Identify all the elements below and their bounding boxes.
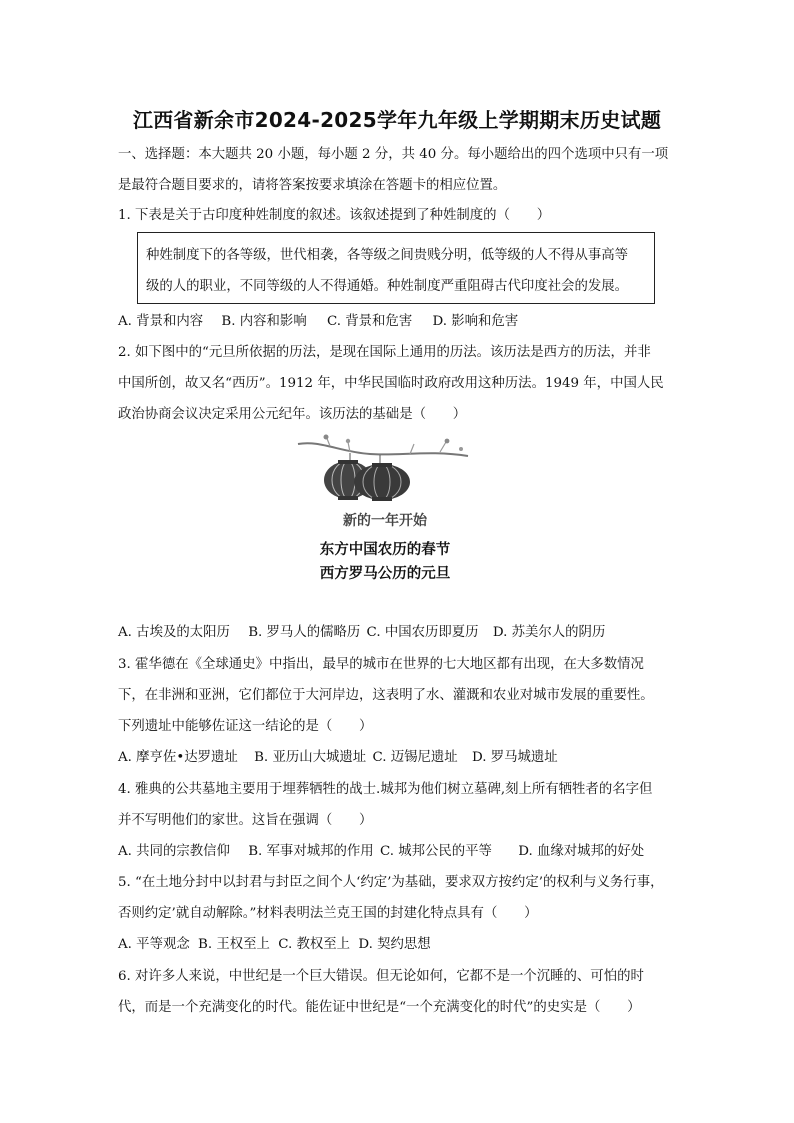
q5-option-b: B. 王权至上 (198, 937, 270, 952)
q3-option-b: B. 亚历山大城遗址 (254, 750, 367, 765)
exam-title: 江西省新余市2024-2025学年九年级上学期期末历史试题 (132, 108, 662, 132)
q1-option-a: A. 背景和内容 (118, 314, 204, 329)
q3-options (118, 749, 678, 767)
q4-option-a: A. 共同的宗教信仰 (118, 844, 230, 859)
q4-option-c: C. 城邦公民的平等 (379, 844, 492, 859)
q2-option-a: A. 古埃及的太阳历 (118, 625, 230, 640)
q2-figure (290, 432, 480, 592)
q2-option-b: B. 罗马人的儒略历 (248, 625, 361, 640)
q3-option-a: A. 摩亨佐•达罗遗址 (118, 750, 238, 765)
q5-option-c: C. 教权至上 (278, 937, 351, 952)
q1-stem: 1. 下表是关于古印度种姓制度的叙述。该叙述提到了种姓制度的（ ） (118, 208, 551, 223)
q1-options (118, 313, 678, 331)
q2-option-d: D. 苏美尔人的阴历 (492, 625, 606, 640)
q5-options (118, 936, 678, 954)
q5-option-a: A. 平等观念 (118, 937, 190, 952)
q1-option-c: C. 背景和危害 (326, 314, 413, 329)
q1-option-d: D. 影响和危害 (432, 314, 519, 329)
q4-line1: 4. 雅典的公共墓地主要用于埋葬牺牲的战士.城邦为他们树立墓碑,刻上所有牺牲者的名字但 (118, 782, 653, 797)
q2-caption-line1: 新的一年开始 (343, 513, 427, 529)
q5-option-d: D. 契约思想 (358, 937, 431, 952)
q3-line2: 下，在非洲和亚洲，它们都位于大河岸边，这表明了水、灌溉和农业对城市发展的重要性。 (118, 688, 654, 703)
q4-option-d: D. 血缘对城邦的好处 (518, 844, 645, 859)
q2-option-c: C. 中国农历即夏历 (366, 625, 479, 640)
section-instructions-line2: 是最符合题目要求的，请将答案按要求填涂在答题卡的相应位置。 (118, 178, 507, 193)
q4-option-b: B. 军事对城邦的作用 (248, 844, 374, 859)
q3-line1: 3. 霍华德在《全球通史》中指出，最早的城市在世界的七大地区都有出现，在大多数情况 (118, 657, 644, 672)
q4-line2: 并不写明他们的家世。这旨在强调（ ） (118, 813, 373, 828)
q1-material-line2: 级的人的职业，不同等级的人不得通婚。种姓制度严重阻碍古代印度社会的发展。 (146, 279, 629, 294)
q3-option-c: C. 迈锡尼遗址 (372, 750, 458, 765)
q3-option-d: D. 罗马城遗址 (471, 750, 558, 765)
q5-line1: 5. “在土地分封中以封君与封臣之间个人‘约定’为基础，要求双方按约定’的权利与义务行事， (118, 875, 664, 890)
q2-caption-line3: 西方罗马公历的元旦 (319, 565, 451, 582)
q4-options (118, 843, 678, 861)
q3-line3: 下列遗址中能够佐证这一结论的是（ ） (118, 719, 373, 734)
q6-line1: 6. 对许多人来说，中世纪是一个巨大错误。但无论如何，它都不是一个沉睡的、可怕的时 (118, 969, 644, 984)
q2-line3: 政治协商会议决定采用公元纪年。该历法的基础是（ ） (118, 407, 467, 422)
q2-caption-line2: 东方中国农历的春节 (319, 541, 451, 558)
q1-option-b: B. 内容和影响 (221, 314, 307, 329)
q5-line2: 否则约定’就自动解除。”材料表明法兰克王国的封建化特点具有（ ） (118, 906, 538, 921)
q2-options (118, 624, 678, 642)
q2-line1: 2. 如下图中的“元旦所依据的历法，是现在国际上通用的历法。该历法是西方的历法，并非 (118, 345, 651, 360)
q1-material-box (137, 232, 655, 304)
section-instructions-line1: 一、选择题：本大题共 20 小题，每小题 2 分，共 40 分。每小题给出的四个选项中只有一项 (118, 147, 669, 162)
q1-material-line1: 种姓制度下的各等级，世代相袭，各等级之间贵贱分明，低等级的人不得从事高等 (146, 248, 629, 263)
lantern-branch-illustration (290, 432, 480, 502)
q2-line2: 中国所创，故又名“西历”。1912 年，中华民国临时政府改用这种历法。1949 年，中国人民 (118, 376, 664, 391)
q6-line2: 代，而是一个充满变化的时代。能佐证中世纪是“一个充满变化的时代”的史实是（ ） (118, 1000, 641, 1015)
